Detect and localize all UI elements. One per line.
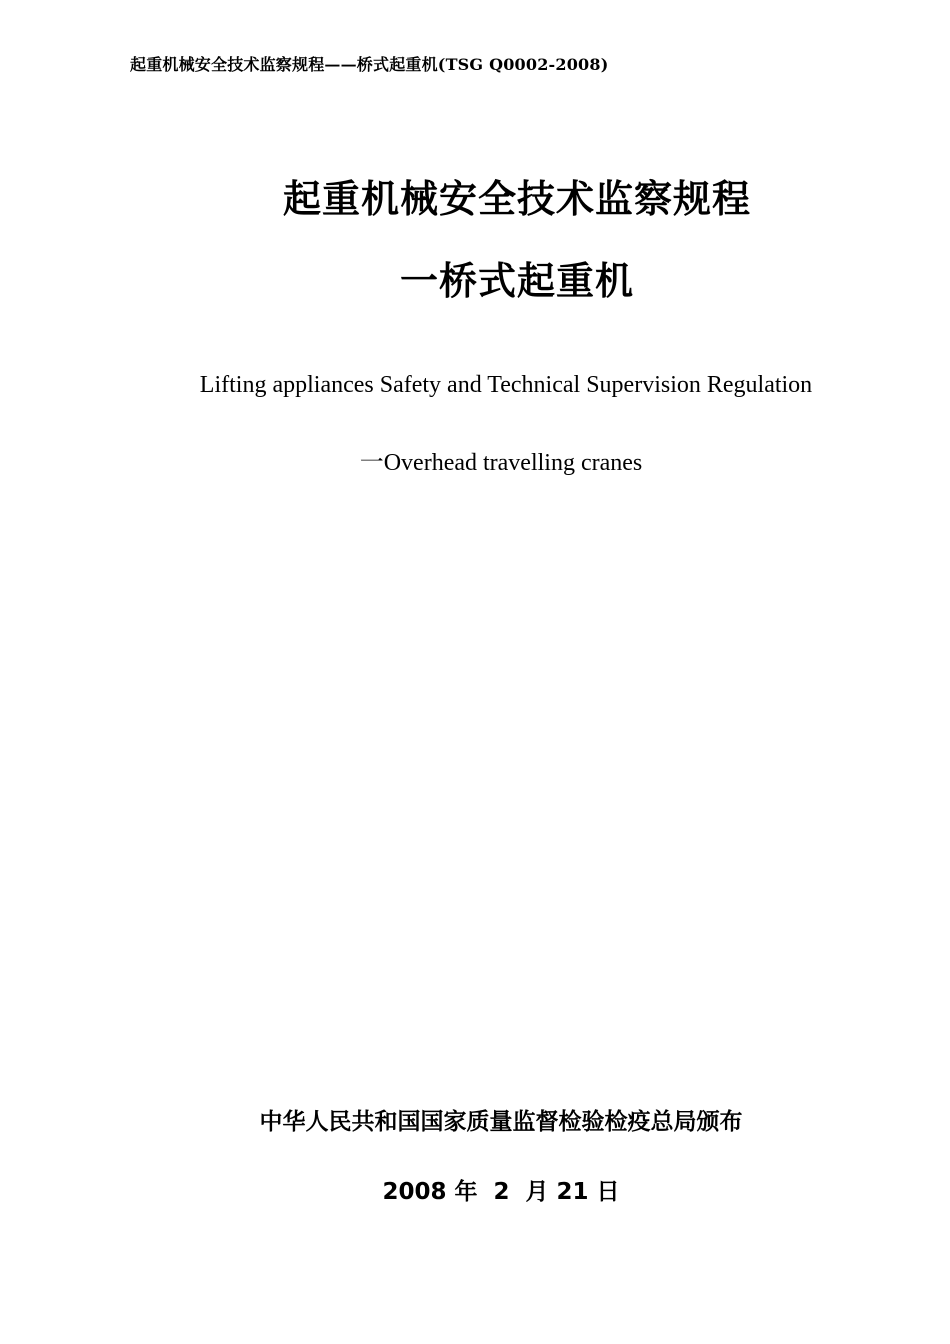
title-english: Lifting appliances Safety and Technical Supervision Regulation bbox=[199, 372, 813, 398]
subtitle-english: 一Overhead travelling cranes bbox=[359, 450, 643, 476]
issuing-authority: 中华人民共和国国家质量监督检验检疫总局颁布 bbox=[259, 1109, 743, 1135]
running-header: 起重机械安全技术监察规程——桥式起重机(TSG Q0002-2008) bbox=[130, 55, 609, 74]
title-chinese: 起重机械安全技术监察规程 bbox=[282, 177, 751, 221]
subtitle-chinese: 一桥式起重机 bbox=[399, 259, 634, 303]
issue-date: 2008 年 2 月 21 日 bbox=[382, 1179, 620, 1205]
